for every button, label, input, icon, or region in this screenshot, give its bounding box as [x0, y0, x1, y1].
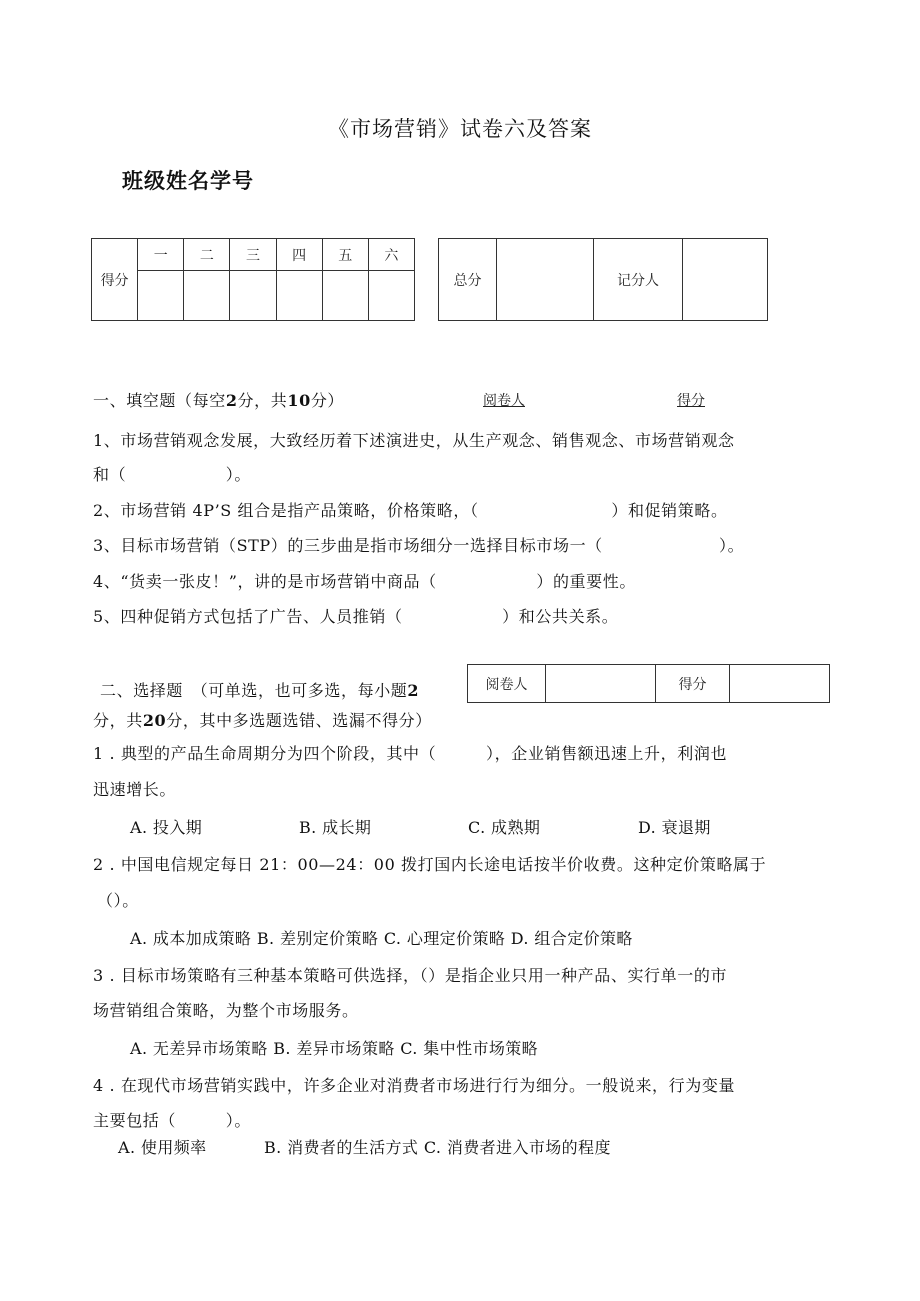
score-row-label: 得分	[92, 239, 138, 321]
choice-q4-option-bc: B. 消费者的生活方式 C. 消费者进入市场的程度	[264, 1138, 611, 1157]
score-cell-2[interactable]	[184, 271, 230, 321]
fill-q1-line1: 1、市场营销观念发展，大致经历着下述演进史，从生产观念、销售观念、市场营销观念	[93, 431, 735, 450]
choice-q3-line1: 3 . 目标市场策略有三种基本策略可供选择，（）是指企业只用一种产品、实行单一的市	[93, 966, 728, 985]
section2-heading-line1: 二、选择题 （可单选，也可多选，每小题2	[100, 681, 420, 700]
student-info-line: 班级姓名学号	[122, 169, 254, 193]
choice-q4-option-a: A. 使用频率	[118, 1138, 207, 1157]
choice-q1-option-b: B. 成长期	[299, 818, 372, 837]
page-title: 《市场营销》试卷六及答案	[328, 117, 592, 141]
total-score-cell[interactable]	[497, 239, 594, 321]
fill-q1-line2: 和（ ）。	[93, 465, 252, 484]
total-label: 总分	[439, 239, 497, 321]
score-table	[91, 238, 415, 321]
section2-reviewer-box	[467, 664, 830, 703]
choice-q1-line2: 迅速增长。	[93, 780, 177, 799]
section-col-3: 三	[230, 239, 276, 271]
section-col-4: 四	[276, 239, 322, 271]
score-cell-6[interactable]	[368, 271, 414, 321]
choice-q4-line2: 主要包括（ ）。	[93, 1111, 252, 1130]
section2-reviewer-label: 阅卷人	[468, 665, 546, 703]
choice-q1-option-c: C. 成熟期	[468, 818, 541, 837]
choice-q4-line1: 4 . 在现代市场营销实践中，许多企业对消费者市场进行行为细分。一般说来，行为变量	[93, 1076, 736, 1095]
section-col-1: 一	[138, 239, 184, 271]
score-cell-1[interactable]	[138, 271, 184, 321]
score-cell-5[interactable]	[322, 271, 368, 321]
choice-q2-options: A. 成本加成策略 B. 差别定价策略 C. 心理定价策略 D. 组合定价策略	[130, 929, 633, 948]
choice-q1-line1: 1 . 典型的产品生命周期分为四个阶段，其中（ ），企业销售额迅速上升，利润也	[93, 744, 728, 763]
choice-q1-option-d: D. 衰退期	[638, 818, 711, 837]
choice-q1-option-a: A. 投入期	[130, 818, 203, 837]
choice-q3-line2: 场营销组合策略，为整个市场服务。	[93, 1001, 359, 1020]
fill-q5: 5、四种促销方式包括了广告、人员推销（ ）和公共关系。	[93, 607, 619, 626]
section1-reviewer-label: 阅卷人	[483, 393, 525, 409]
fill-q2: 2、市场营销 4P’S 组合是指产品策略，价格策略，（ ）和促销策略。	[93, 501, 728, 520]
fill-q3: 3、目标市场营销（STP）的三步曲是指市场细分一选择目标市场一（ ）。	[93, 536, 745, 555]
section1-heading: 一、填空题（每空2分，共10分）	[93, 391, 345, 410]
choice-q3-options: A. 无差异市场策略 B. 差异市场策略 C. 集中性市场策略	[130, 1039, 539, 1058]
section-col-2: 二	[184, 239, 230, 271]
recorder-cell[interactable]	[683, 239, 768, 321]
section-col-6: 六	[368, 239, 414, 271]
section-col-5: 五	[322, 239, 368, 271]
total-table	[438, 238, 768, 321]
section2-score-cell[interactable]	[730, 665, 830, 703]
section2-reviewer-cell[interactable]	[546, 665, 656, 703]
fill-q4: 4、“货卖一张皮！”，讲的是市场营销中商品（ ）的重要性。	[93, 572, 636, 591]
score-cell-3[interactable]	[230, 271, 276, 321]
section1-score-label: 得分	[677, 393, 705, 409]
choice-q2-line2: （）。	[97, 891, 139, 910]
section2-heading-line2: 分，共20分，其中多选题选错、选漏不得分）	[93, 711, 432, 730]
score-cell-4[interactable]	[276, 271, 322, 321]
section2-score-label: 得分	[656, 665, 730, 703]
choice-q2-line1: 2 . 中国电信规定每日 21：00—24：00 拨打国内长途电话按半价收费。这种定价策略属于	[93, 855, 767, 874]
recorder-label: 记分人	[594, 239, 683, 321]
